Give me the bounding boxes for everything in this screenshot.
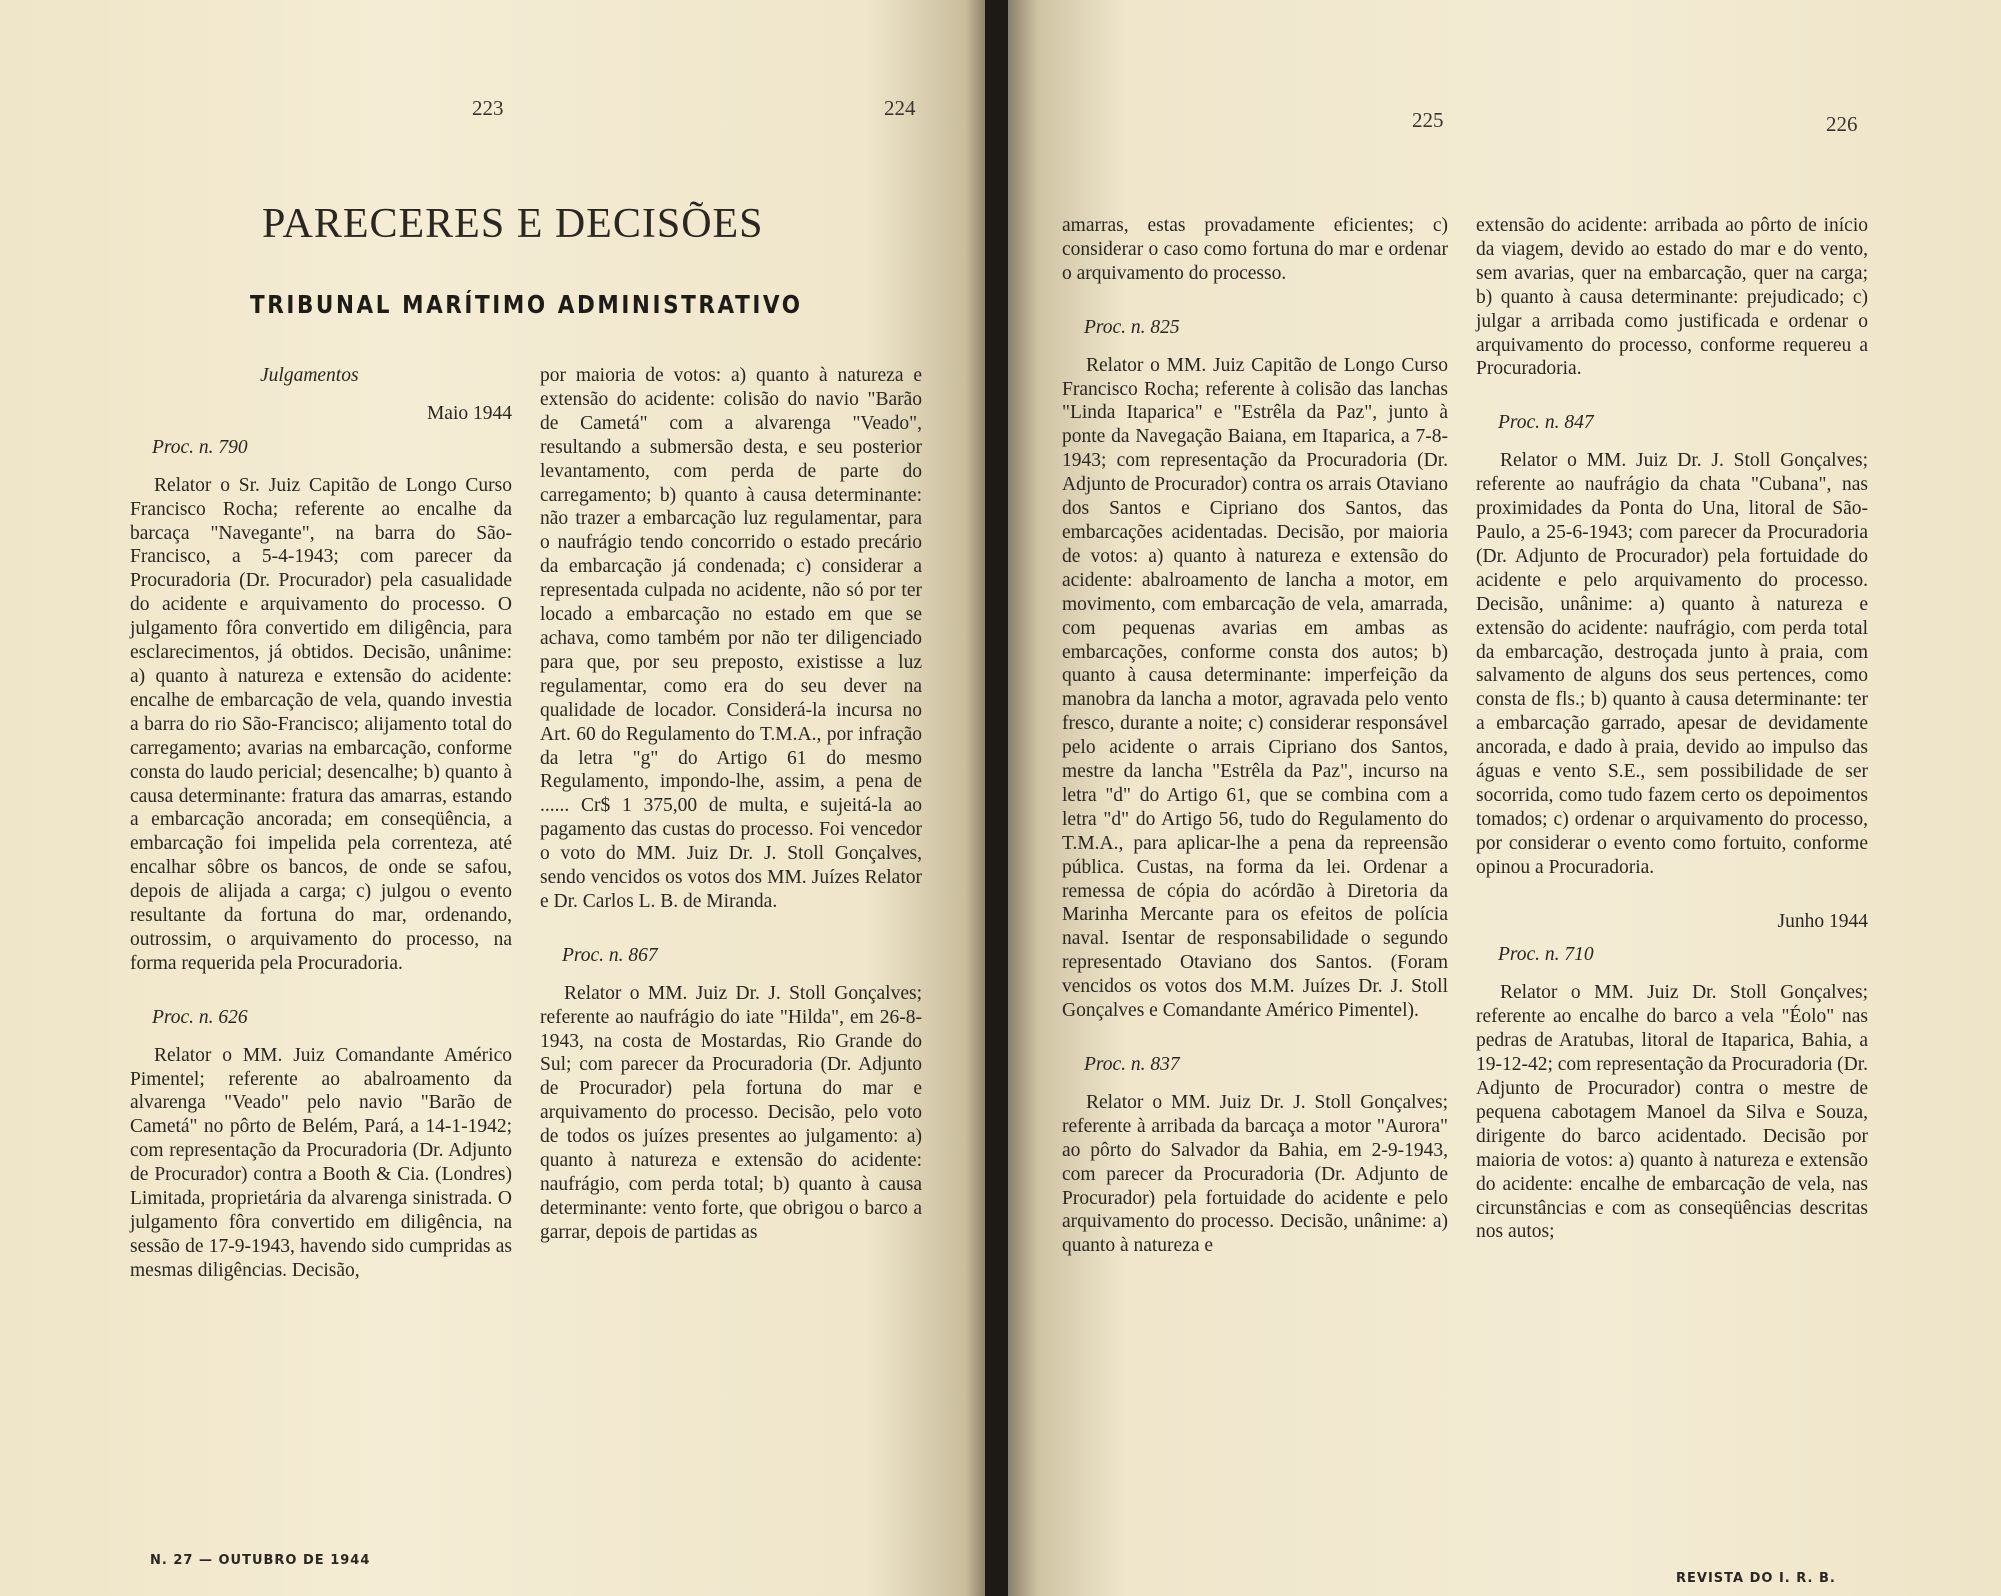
continued-paragraph: por maioria de votos: a) quanto à natureza e extensão do acidente: colisão do navio "Barão de Cametá" com a alvarenga "Veado", resultando a submersão desta, e seu posterior levantamento, com perda de parte do carregamento; b) quanto à causa determinante: não trazer a embarcação luz regulamentar, para o naufrágio tendo concorrido o estado precário da embarcação já condenada; c) considerar a representada culpada no acidente, não só por ter locado a embarcação no estado em que se achava, como também por não ter diligenciado para que, por seu preposto, existisse a luz regulamentar, como era do seu dever na qualidade de locador. Considerá-la incursa no Art. 60 do Regulamento do T.M.A., por infração da letra "g" do Artigo 61 do mesmo Regulamento, impondo-lhe, assim, a pena de ...... Cr$ 1 375,00 de multa, e sujeitá-la ao pagamento das custas do processo. Foi vencedor o voto do MM. Juiz Dr. J. Stoll Gonçalves, sendo vencidos os votos dos MM. Juízes Relator e Dr. Carlos L. B. de Miranda. bbox=[540, 365, 922, 912]
proc-paragraph: Relator o MM. Juiz Capitão de Longo Curso Francisco Rocha; referente à colisão das lanchas "Linda Itaparica" e "Estrêla da Paz", junto à ponte da Navegação Baiana, em Itaparica, a 7-8-1943; com representação da Procuradoria (Dr. Adjunto de Procurador) contra os arrais Otaviano dos Santos e Cipriano dos Santos, das embarcações acidentadas. Decisão, por maioria de votos: a) quanto à natureza e extensão do acidente: abalroamento de lancha a motor, em movimento, com embarcação de vela, amarrada, com pequenas avarias em ambas as embarcações, conforme consta dos autos; b) quanto à causa determinante: imperfeição da manobra da lancha a motor, agravada pelo vento fresco, durante a noite; c) considerar responsável pelo acidente o arrais Cipriano dos Santos, mestre da lancha "Estrêla da Paz", incurso na letra "d" do Artigo 61, que se combina com a letra "d" do Artigo 56, tudo do Regulamento do T.M.A., para aplicar-lhe a pena da repreensão pública. Custas, na forma da lei. Ordenar a remessa de cópia do acórdão à Diretoria da Marinha Mercante para os efeitos de polícia naval. Isentar de responsabilidade o segundo representado Otaviano dos Santos. (Foram vencidos os votos dos M.M. Juízes Dr. J. Stoll Gonçalves e Comandante Américo Pimentel). bbox=[1062, 354, 1448, 1022]
page-number: 226 bbox=[1826, 112, 1858, 136]
section-subtitle: TRIBUNAL MARÍTIMO ADMINISTRATIVO bbox=[250, 290, 803, 319]
proc-paragraph: Relator o MM. Juiz Dr. J. Stoll Gonçalves; referente ao naufrágio da chata "Cubana", nas proximidades da Ponta do Una, litoral de São-Paulo, a 25-6-1943; com parecer da Procuradoria (Dr. Adjunto de Procurador) pela fortuidade do acidente e pelo arquivamento do processo. Decisão, unânime: a) quanto à natureza e extensão do acidente: naufrágio, com perda total da embarcação, destroçada junto à praia, com salvamento de alguns dos seus pertences, como consta de fls.; b) quanto à causa determinante: ter a embarcação garrado, apesar de devidamente ancorada, e dado à praia, devido ao impulso das águas e vento S.E., sem possibilidade de ser socorrida, como tudo fazem certo os depoimentos tomados; c) ordenar o arquivamento do processo, por considerar o evento como fortuito, conforme opinou a Procuradoria. bbox=[1476, 450, 1868, 878]
continued-paragraph: amarras, estas provadamente eficientes; c) considerar o caso como fortuna do mar e ordenar o arquivamento do processo. bbox=[1062, 215, 1448, 284]
text-column-4 bbox=[1476, 214, 1868, 1244]
page-number: 224 bbox=[884, 96, 916, 120]
page-footer: REVISTA DO I. R. B. bbox=[1676, 1571, 1836, 1586]
proc-heading: Proc. n. 867 bbox=[562, 944, 658, 966]
section-title: PARECERES E DECISÕES bbox=[262, 201, 764, 247]
page-footer: N. 27 — OUTUBRO DE 1944 bbox=[150, 1553, 371, 1568]
date-heading: Junho 1944 bbox=[1777, 910, 1868, 932]
proc-paragraph: Relator o MM. Juiz Dr. J. Stoll Gonçalves; referente à arribada da barcaça a motor "Aurora" ao pôrto do Salvador da Bahia, em 2-9-1943, com parecer da Procuradoria (Dr. Adjunto de Procurador) pela fortuidade do acidente e pelo arquivamento do processo. Decisão, unânime: a) quanto à natureza e bbox=[1062, 1091, 1448, 1257]
proc-paragraph: Relator o Sr. Juiz Capitão de Longo Curso Francisco Rocha; referente ao encalhe da barcaça "Navegante", na barra do São-Francisco, a 5-4-1943; com parecer da Procuradoria (Dr. Procurador) pela casualidade do acidente e arquivamento do processo. O julgamento fôra convertido em diligência, para esclarecimentos, já obtidos. Decisão, unânime: a) quanto à natureza e extensão do acidente: encalhe de embarcação de vela, quando investia a barra do rio São-Francisco; alijamento total do carregamento; avarias na embarcação, conforme consta do laudo pericial; desencalhe; b) quanto à causa determinante: fratura das amarras, estando a embarcação ancorada; em conseqüência, a embarcação foi impelida pela correnteza, até encalhar sôbre os bancos, de onde se safou, depois de alijada a carga; c) julgou o evento resultante da fortuna do mar, ordenando, outrossim, o arquivamento do processo, na forma requerida pela Procuradoria. bbox=[130, 474, 512, 974]
proc-heading: Proc. n. 790 bbox=[152, 436, 248, 458]
left-page bbox=[0, 0, 985, 1596]
right-page bbox=[1008, 0, 2001, 1596]
text-column-2 bbox=[540, 364, 922, 1245]
proc-heading: Proc. n. 847 bbox=[1498, 412, 1594, 434]
page-number: 223 bbox=[472, 96, 504, 120]
proc-paragraph: Relator o MM. Juiz Dr. J. Stoll Gonçalves; referente ao naufrágio do iate "Hilda", em 26-8-1943, na costa de Mostardas, Rio Grande do Sul; com parecer da Procuradoria (Dr. Adjunto de Procurador) pela fortuna do mar e arquivamento do processo. Decisão, pelo voto de todos os juízes presentes ao julgamento: a) quanto à natureza e extensão do acidente: naufrágio, com perda total; b) quanto à causa determinante: vento forte, que obrigou o barco a garrar, depois de partidas as bbox=[540, 982, 922, 1243]
proc-heading: Proc. n. 825 bbox=[1084, 316, 1180, 338]
page-number: 225 bbox=[1412, 108, 1444, 132]
proc-paragraph: Relator o MM. Juiz Comandante Américo Pimentel; referente ao abalroamento da alvarenga "Veado" pelo navio "Barão de Cametá" no pôrto de Belém, Pará, a 14-1-1942; com representação da Procuradoria (Dr. Adjunto de Procurador) contra a Booth & Cia. (Londres) Limitada, proprietária da alvarenga sinistrada. O julgamento fôra convertido em diligência, na sessão de 17-9-1943, havendo sido cumpridas as mesmas diligências. Decisão, bbox=[130, 1044, 512, 1281]
date-heading: Maio 1944 bbox=[426, 402, 512, 424]
julgamentos-heading: Julgamentos bbox=[260, 365, 359, 386]
text-column-3 bbox=[1062, 214, 1448, 1258]
continued-paragraph: extensão do acidente: arribada ao pôrto de início da viagem, devido ao estado do mar e do vento, sem avarias, quer na embarcação, quer na carga; b) quanto à causa determinante: prejudicado; c) julgar a arribada como justificada e ordenar o arquivamento do processo, conforme requereu a Procuradoria. bbox=[1476, 215, 1868, 380]
proc-heading: Proc. n. 710 bbox=[1498, 944, 1594, 966]
proc-heading: Proc. n. 626 bbox=[152, 1006, 248, 1028]
text-column-1 bbox=[130, 364, 512, 1283]
proc-heading: Proc. n. 837 bbox=[1084, 1054, 1180, 1075]
proc-paragraph: Relator o MM. Juiz Dr. Stoll Gonçalves; referente ao encalhe do barco a vela "Éolo" nas pedras de Aratubas, litoral de Itaparica, Bahia, a 19-12-42; com representação da Procuradoria (Dr. Adjunto de Procurador) contra o mestre de pequena cabotagem Manoel da Silva e Souza, dirigente do barco acidentado. Decisão por maioria de votos: a) quanto à natureza e extensão do acidente: encalhe de embarcação de vela, nas circunstâncias e com as conseqüências descritas nos autos; bbox=[1476, 982, 1869, 1243]
